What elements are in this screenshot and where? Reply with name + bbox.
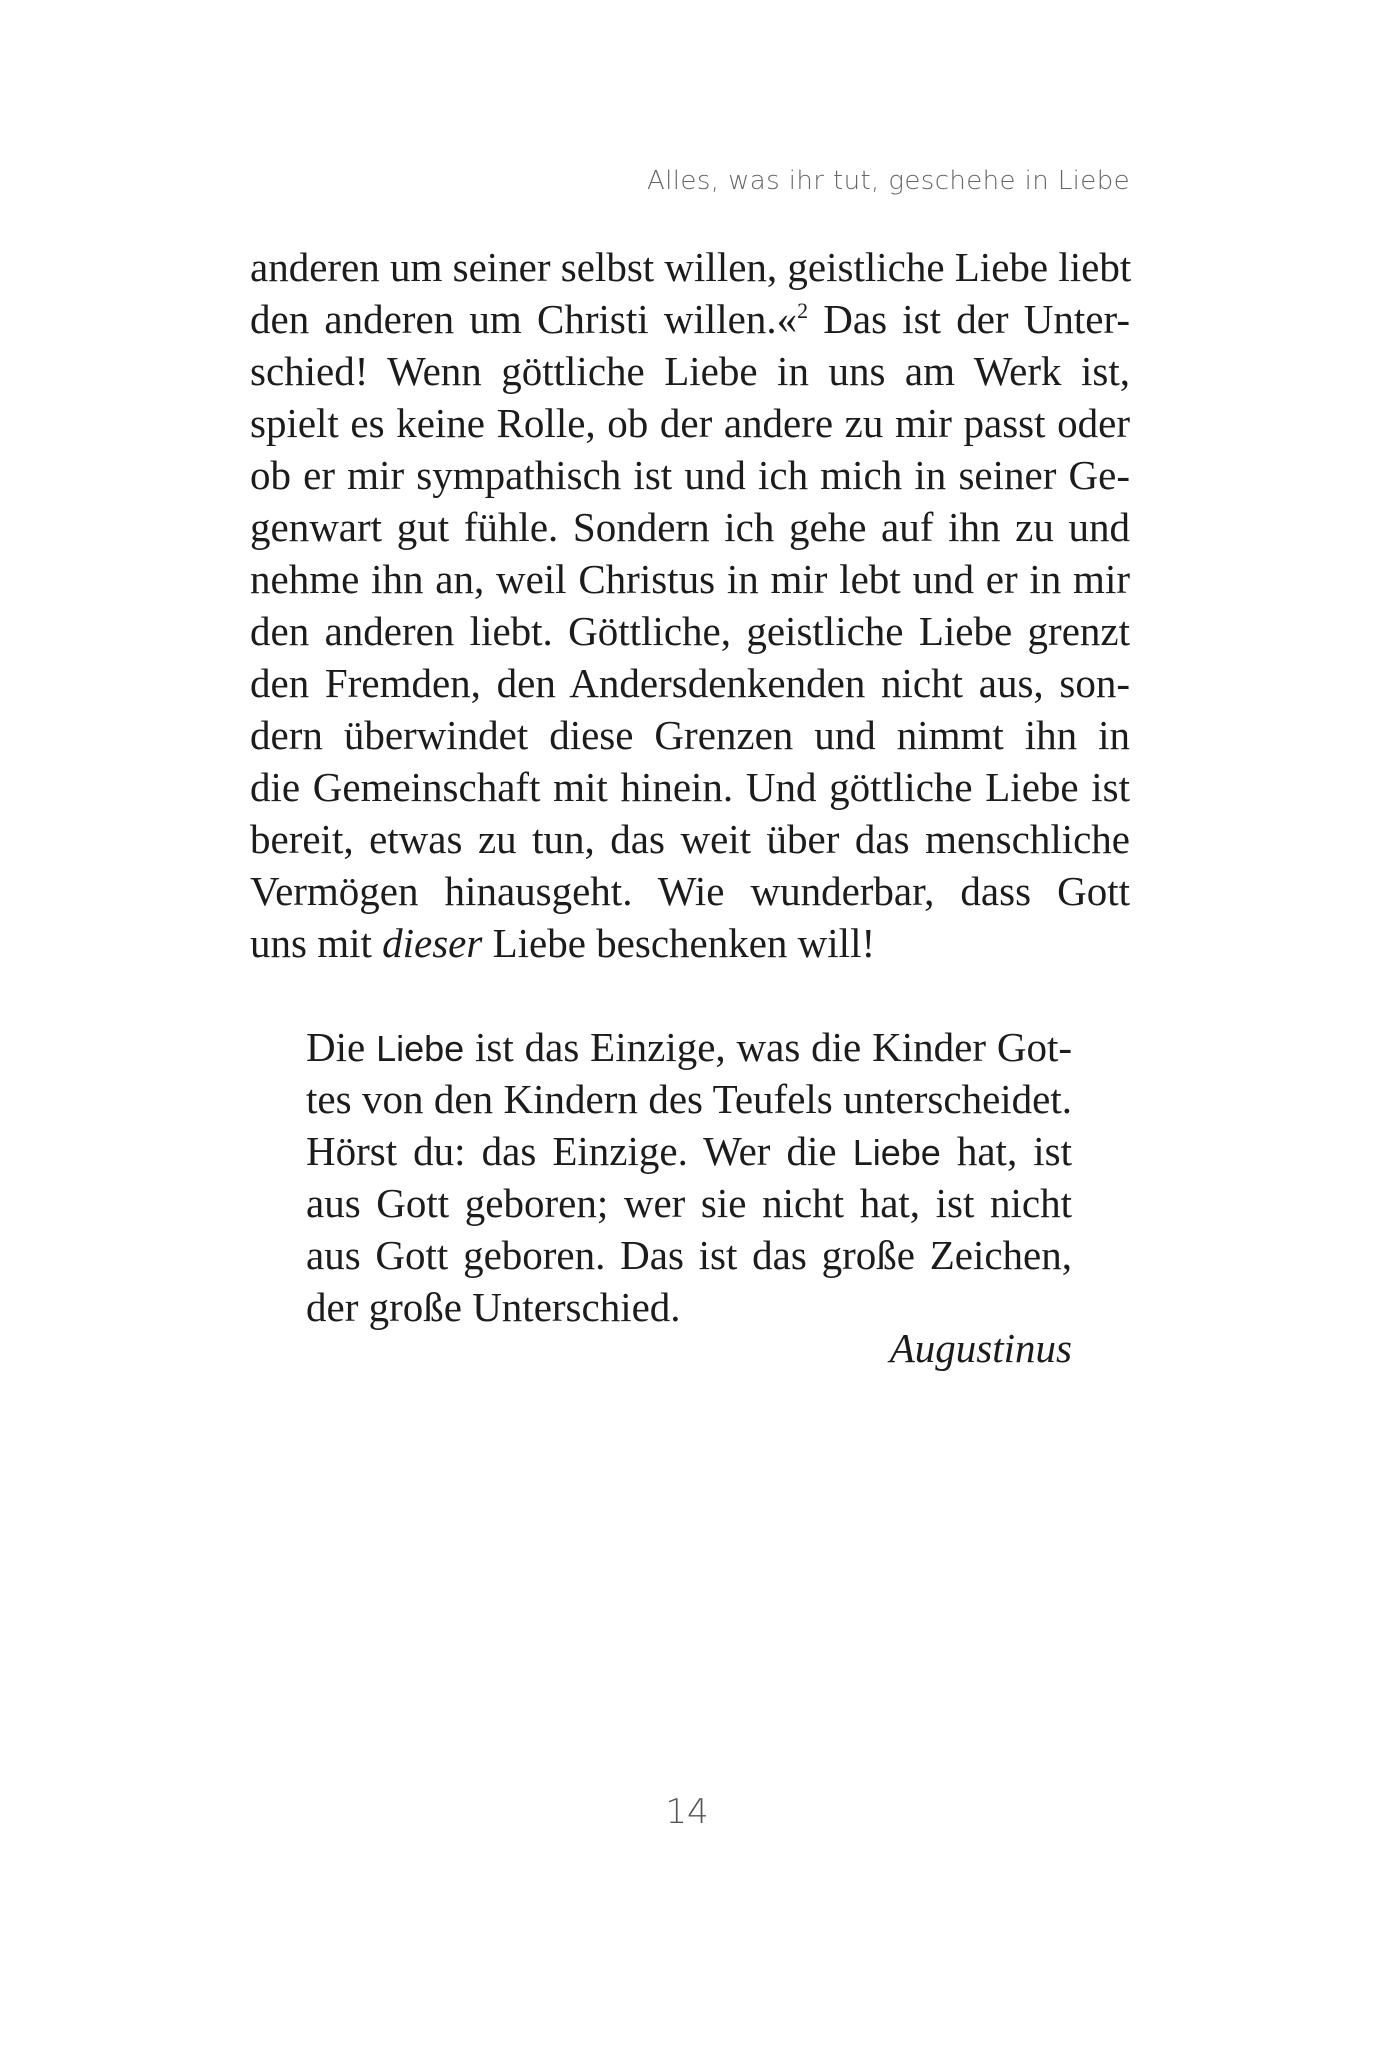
paragraph-line: bereit, etwas zu tun, das weit über das menschliche — [250, 816, 1130, 862]
paragraph-line: Vermögen hinausgeht. Wie wunderbar, dass Gott — [250, 868, 1130, 914]
quote-line-text: Hörst du: das Einzige. Wer die — [306, 1128, 853, 1174]
paragraph-line: die Gemeinschaft mit hinein. Und göttliche Liebe ist — [250, 764, 1130, 810]
paragraph-line — [250, 293, 1130, 345]
quote-line-text: hat, ist — [940, 1128, 1073, 1174]
paragraph-line: genwart gut fühle. Sondern ich gehe auf ihn zu und — [250, 504, 1130, 550]
quote-line: aus Gott geboren. Das ist das große Zeichen, — [306, 1232, 1072, 1278]
paragraph-line: anderen um seiner selbst willen, geistliche Liebe liebt — [250, 244, 1132, 290]
quote-line: aus Gott geboren; wer sie nicht hat, ist nicht — [306, 1180, 1072, 1226]
quote-line — [306, 1021, 1072, 1073]
quote-line-text: ist das Einzige, was die Kinder Got- — [464, 1024, 1073, 1070]
paragraph-line: spielt es keine Rolle, ob der andere zu mir passt oder — [250, 400, 1130, 446]
highlighted-word: Liebe — [852, 1132, 941, 1173]
page-number: 14 — [665, 1792, 709, 1832]
highlighted-word: Liebe — [376, 1028, 465, 1069]
quote-author: Augustinus — [889, 1325, 1072, 1371]
running-head: Alles, was ihr tut, geschehe in Liebe — [647, 166, 1130, 196]
paragraph-line: den anderen liebt. Göttliche, geistliche Liebe grenzt — [250, 608, 1130, 654]
paragraph-line: nehme ihn an, weil Christus in mir lebt und er in mir — [250, 556, 1130, 602]
paragraph-line: den Fremden, den Andersdenkenden nicht aus, son- — [250, 660, 1130, 706]
paragraph-line-text: Liebe beschenken will! — [482, 920, 876, 966]
quote-line-text: Die — [306, 1024, 377, 1070]
quote-line: tes von den Kindern des Teufels unterscheidet. — [306, 1076, 1072, 1122]
paragraph-line: schied! Wenn göttliche Liebe in uns am Werk ist, — [250, 348, 1130, 394]
main-paragraph — [250, 241, 1130, 969]
paragraph-line: dern überwindet diese Grenzen und nimmt ihn in — [250, 712, 1130, 758]
paragraph-line-text: Das ist der Unter- — [808, 296, 1130, 342]
paragraph-line-text: uns mit — [250, 920, 383, 966]
footnote-marker: 2 — [797, 298, 809, 323]
quote-line: der große Unterschied. — [306, 1284, 681, 1330]
paragraph-line-text: den anderen um Christi willen.« — [250, 296, 798, 342]
paragraph-line: ob er mir sympathisch ist und ich mich in seiner Ge- — [250, 452, 1130, 498]
emphasis-text: dieser — [382, 920, 483, 966]
quote-line — [306, 1125, 1072, 1177]
paragraph-line — [250, 917, 1130, 969]
block-quote — [306, 1021, 1072, 1333]
